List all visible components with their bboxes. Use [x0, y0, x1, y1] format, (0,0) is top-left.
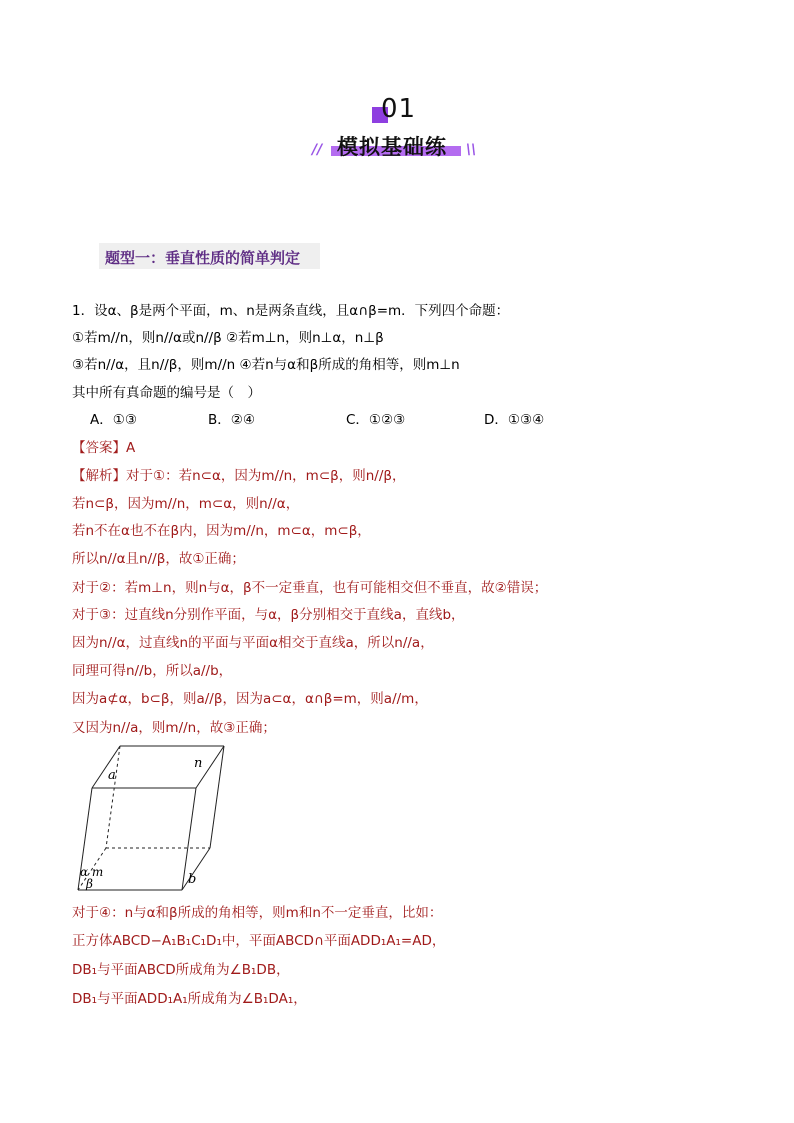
analysis-line: 对于③：过直线n分别作平面，与α，β分别相交于直线a，直线b， — [72, 607, 465, 623]
label-beta: β — [86, 877, 93, 891]
question-proposition-line: ③若n//α，且n//β，则m//n ④若n与α和β所成的角相等，则m⊥n — [72, 357, 460, 373]
analysis-line: 又因为n//a，则m//n，故③正确； — [72, 720, 276, 736]
section-heading: 题型一：垂直性质的简单判定 — [105, 249, 301, 267]
analysis-line: 因为a⊄α，b⊂β，则a//β，因为a⊂α，α∩β=m，则a//m， — [72, 691, 428, 707]
analysis-line: DB₁与平面ABCD所成角为∠B₁DB， — [72, 962, 290, 978]
answer-label: 【答案】A — [72, 440, 136, 456]
parallelepiped-figure — [74, 740, 244, 895]
analysis-line: 对于④：n与α和β所成的角相等，则m和n不一定垂直，比如： — [72, 905, 443, 921]
analysis-line: 正方体ABCD−A₁B₁C₁D₁中，平面ABCD∩平面ADD₁A₁=AD， — [72, 933, 446, 949]
hidden-edge — [106, 746, 120, 848]
question-proposition-line: ①若m//n，则n//α或n//β ②若m⊥n，则n⊥α，n⊥β — [72, 330, 384, 346]
question-prompt: 其中所有真命题的编号是（ ） — [72, 385, 261, 401]
option-c: C．①②③ — [346, 412, 406, 428]
chapter-title: 模拟基础练 — [337, 135, 447, 159]
edge — [92, 746, 120, 788]
analysis-line: 同理可得n//b，所以a//b， — [72, 663, 233, 679]
analysis-line: 因为n//α，过直线n的平面与平面α相交于直线a，所以n//a， — [72, 635, 434, 651]
chapter-number: 01 — [381, 94, 417, 124]
question-stem: 1．设α、β是两个平面，m、n是两条直线，且α∩β=m．下列四个命题： — [72, 303, 510, 319]
option-d: D．①③④ — [484, 412, 545, 428]
label-alpha-m: α m — [80, 865, 104, 879]
title-slash-right: \\ — [466, 142, 477, 158]
analysis-line: 对于②：若m⊥n，则n与α，β不一定垂直，也有可能相交但不垂直，故②错误； — [72, 580, 548, 596]
option-b: B．②④ — [208, 412, 255, 428]
edge — [210, 746, 224, 848]
analysis-line: 若n不在α也不在β内，因为m//n，m⊂α，m⊂β， — [72, 523, 371, 539]
title-slash-left: // — [312, 142, 323, 158]
analysis-line: 【解析】对于①：若n⊂α，因为m//n，m⊂β，则n//β， — [72, 468, 406, 484]
option-a: A．①③ — [90, 412, 137, 428]
analysis-line: DB₁与平面ADD₁A₁所成角为∠B₁DA₁， — [72, 991, 307, 1007]
analysis-line: 若n⊂β，因为m//n，m⊂α，则n//α， — [72, 496, 300, 512]
label-n: n — [194, 756, 203, 771]
label-a: a — [108, 768, 116, 783]
label-b: b — [188, 872, 197, 887]
analysis-line: 所以n//α且n//β，故①正确； — [72, 551, 245, 567]
